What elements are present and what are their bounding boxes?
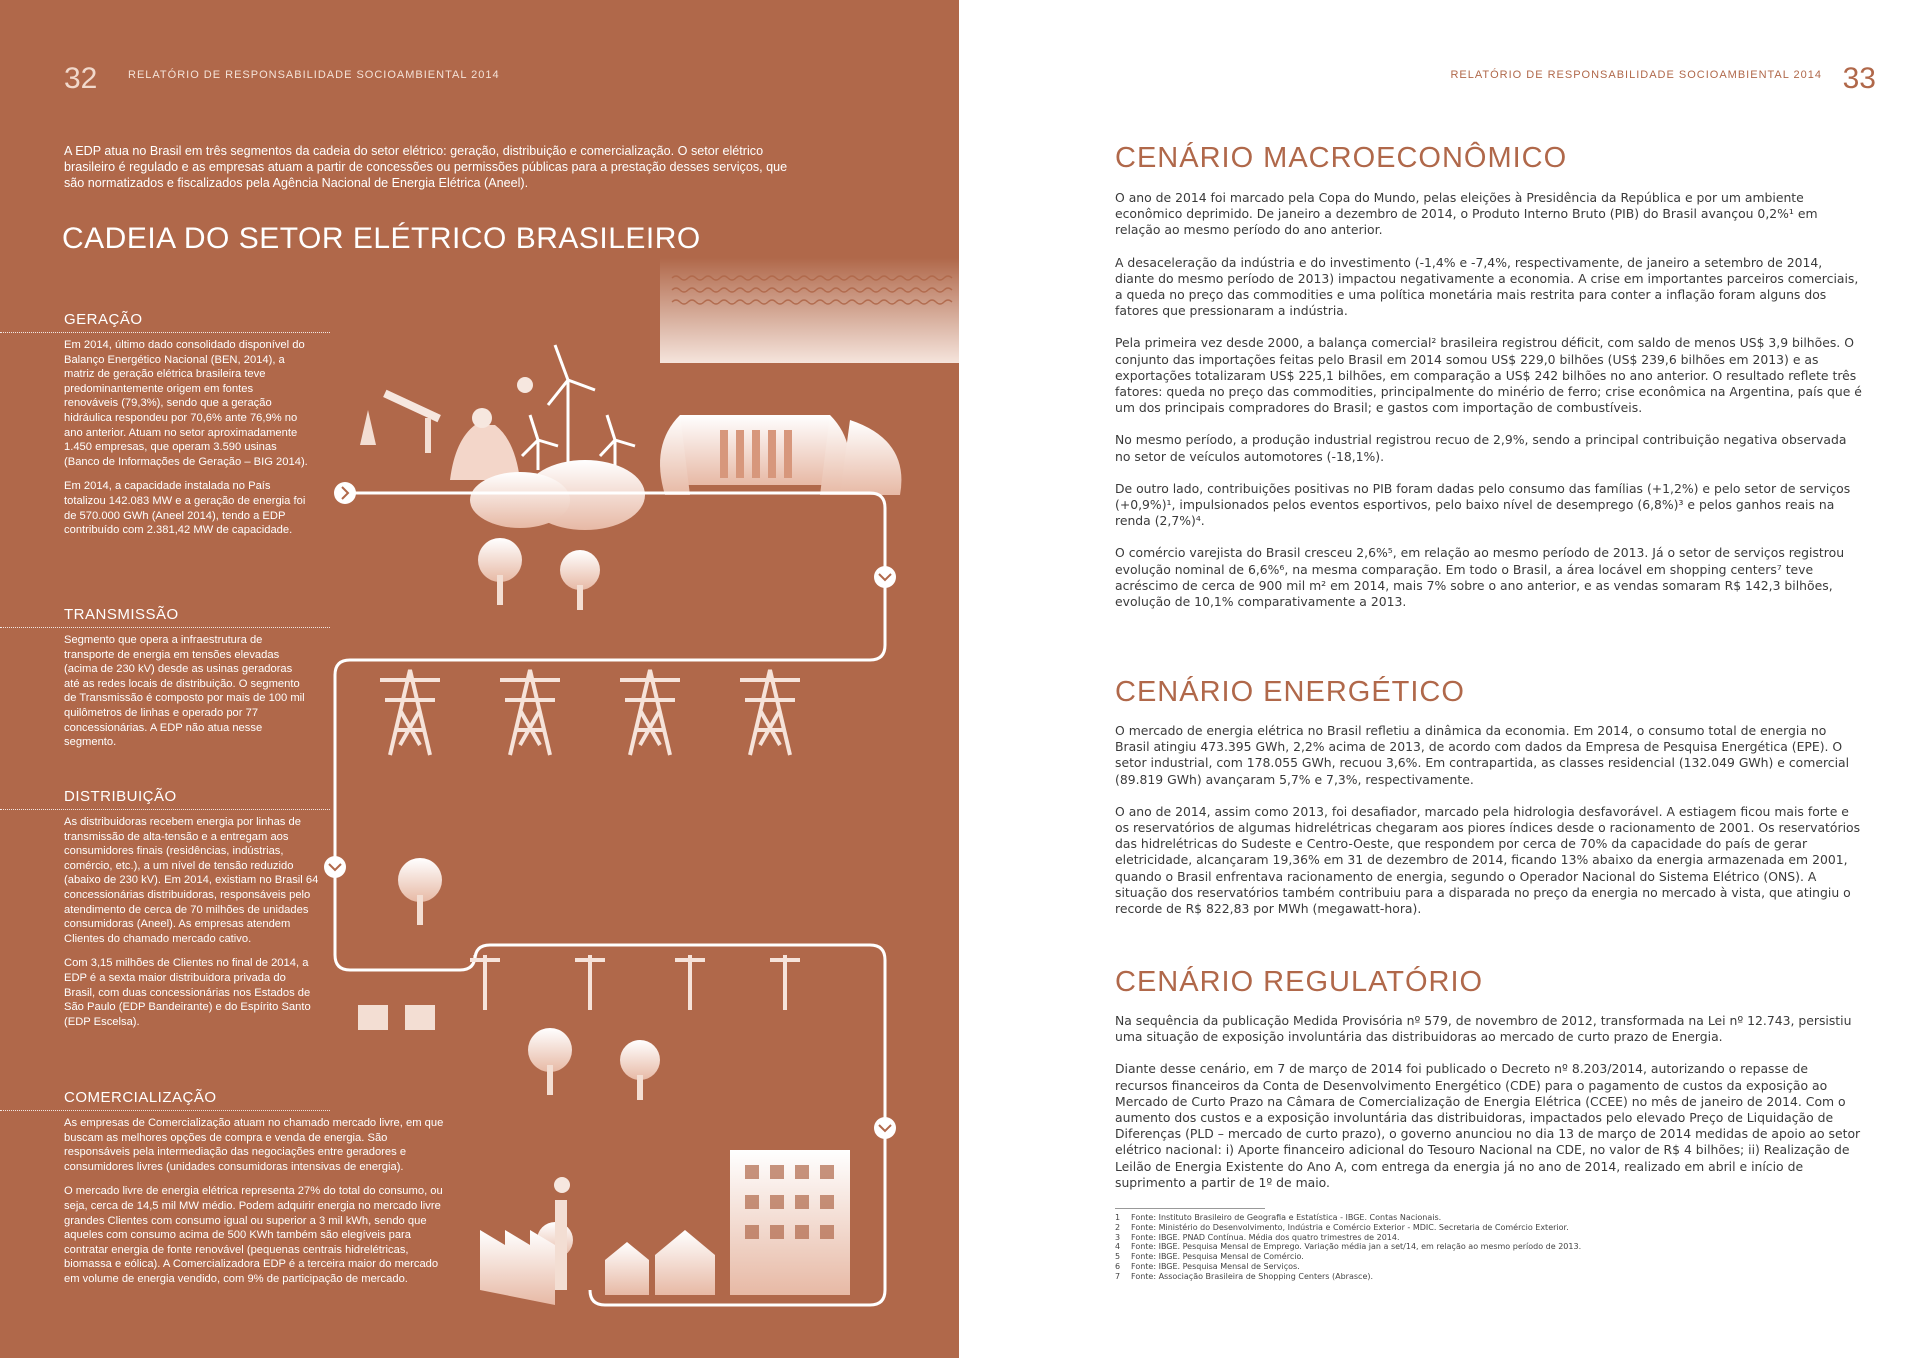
energia-p1: O mercado de energia elétrica no Brasil refletiu a dinâmica da economia. Em 2014, o consumo total de energia no Brasil atingiu 473.395 GWh, 2,2% acima de 2013, de acordo com dados da Empresa de Pesquisa Energética (EPE). O setor industrial, com 178.055 GWh, recuou 3,6%. Em contrapartida, as classes residencial (132.049 GWh) e comercial (89.819 GWh) avançaram 5,7% e 7,3%, respectivamente. <box>1115 723 1850 787</box>
macro-text <box>1115 190 1863 626</box>
footnote: 1 Fonte: Instituto Brasileiro de Geografia e Estatística - IBGE. Contas Nacionais. <box>1115 1213 1442 1222</box>
footnote: 2 Fonte: Ministério do Desenvolvimento, Indústria e Comércio Exterior - MDIC. Secretaria de Comércio Exterior. <box>1115 1222 1569 1232</box>
macro-p1: O ano de 2014 foi marcado pela Copa do Mundo, pelas eleições à Presidência da República e por um ambiente econômico deprimido. De janeiro a dezembro de 2014, o Produto Interno Bruto (PIB) do Brasil avançou 0,2%¹ em relação ao mesmo período do ano anterior. <box>1115 190 1818 238</box>
section-distribuicao-text <box>64 815 319 1039</box>
intro-text: A EDP atua no Brasil em três segmentos da cadeia do setor elétrico: geração, distribuição e comercialização. O setor elétrico brasileiro é regulado e as empresas atuam a partir de concessões ou permissões públicas para a prestação desses serviços, que são normatizados e fiscalizados pela Agência Nacional de Energia Elétrica (Aneel). <box>64 144 788 190</box>
footnotes <box>1115 1213 1863 1282</box>
footnote: 5 Fonte: IBGE. Pesquisa Mensal de Comércio. <box>1115 1252 1304 1262</box>
regulatorio-heading: CENÁRIO REGULATÓRIO <box>1115 966 1484 998</box>
section-comercializacao-text <box>64 1116 454 1297</box>
geracao-p1: Em 2014, último dado consolidado disponível do Balanço Energético Nacional (BEN, 2014), a matriz de geração elétrica brasileira teve predominantemente origem em fontes renováveis (79,3%), sendo que a geração hidráulica respondeu por 70,6% ante 76,9% no ano anterior. Atuam no setor aproximadamente 1.450 empresas, que operam 3.590 usinas (Banco de Informações de Geração – BIG 2014). <box>64 339 308 468</box>
left-page <box>0 0 959 1358</box>
dam-reservoir <box>660 258 959 495</box>
macro-heading: CENÁRIO MACROECONÔMICO <box>1115 142 1568 174</box>
footnote: 4 Fonte: IBGE. Pesquisa Mensal de Emprego. Variação média jan a set/14, em relação ao mesmo período de 2013. <box>1115 1242 1582 1252</box>
distribution-poles <box>470 955 800 1010</box>
transmission-towers <box>380 670 800 755</box>
regulatorio-text <box>1115 1013 1863 1207</box>
section-transmissao-heading: TRANSMISSÃO <box>64 606 179 623</box>
macro-p3: Pela primeira vez desde 2000, a balança comercial² brasileira registrou déficit, com saldo de menos US$ 3,9 bilhões. O conjunto das importações feitas pelo Brasil em 2014 somou US$ 229,0 bilhões (US$ 239,6 bilhões em 2013) e as exportações totalizaram US$ 225,1 bilhões, em comparação a US$ 242 bilhões no ano anterior. O resultado reflete três fatores: queda no preço das commodities, principalmente do minério de ferro; crise econômica na Argentina, país que é um dos principais compradores do Brasil; e gastos com importação de combustíveis. <box>1115 335 1862 416</box>
regulatorio-p1: Na sequência da publicação Medida Provisória nº 579, de novembro de 2012, transformada na Lei nº 12.743, persistiu uma situação de exposição involuntária das distribuidoras ao mercado de curto prazo de Energia. <box>1115 1013 1852 1045</box>
distribuicao-p1: As distribuidoras recebem energia por linhas de transmissão de alta-tensão e a entregam aos consumidores finais (residências, indústrias, comércio, etc.), a um nível de tensão reduzido (abaixo de 230 kV). Em 2014, existiam no Brasil 64 concessionárias distribuidoras, responsáveis pelo atendimento de cerca de 70 milhões de unidades consumidoras (Aneel). As empresas atendem Clientes do chamado mercado cativo. <box>64 816 319 945</box>
comercializacao-p2: O mercado livre de energia elétrica representa 27% do total do consumo, ou seja, cerca de 14,5 mil MW médio. Podem adquirir energia no mercado livre grandes Clientes com consumo igual ou superior a 3 mil kWh, sendo que aqueles com consumo acima de 500 KWh também são elegíveis para contratar energia de fonte renovável (pequenas centrais hidrelétricas, biomassa e eólica). A Comercializadora EDP é a terceira maior do mercado em volume de energia vendido, com 9% de participação de mercado. <box>64 1185 443 1285</box>
right-page <box>959 0 1920 1358</box>
energia-p2: O ano de 2014, assim como 2013, foi desafiador, marcado pela hidrologia desfavorável. A estiagem ficou mais forte e os reservatórios de algumas hidrelétricas chegaram aos piores índices desde o racionamento de 2001. Os reservatórios das hidrelétricas do Sudeste e Centro-Oeste, que respondem por cerca de 70% da capacidade do país de gerar eletricidade, alcançaram 19,36% em 31 de dezembro de 2014, ficando 13% abaixo da energia armazenada em 2001, quando o Brasil enfrentava racionamento de energia, segundo o Operador Nacional do Sistema Elétrico (ONS). A situação dos reservatórios também contribuiu para a disparada no preço da energia no mercado à vista, que atingiu o recorde de R$ 822,83 por MWh (megawatt-hora). <box>1115 803 1861 917</box>
macro-p4: No mesmo período, a produção industrial registrou recuo de 2,9%, sendo a principal contribuição negativa observada no setor de veículos automotores (-18,1%). <box>1115 432 1847 464</box>
running-title: RELATÓRIO DE RESPONSABILIDADE SOCIOAMBIENTAL 2014 <box>1450 69 1822 81</box>
chain-title: CADEIA DO SETOR ELÉTRICO BRASILEIRO <box>62 222 701 255</box>
footnote: 3 Fonte: IBGE. PNAD Contínua. Média dos quatro trimestres de 2014. <box>1115 1232 1400 1242</box>
macro-p2: A desaceleração da indústria e do investimento (-1,4% e -7,4%, respectivamente, de janeiro a setembro de 2014, diante do mesmo período de 2013) impactou negativamente a economia. A crise em importantes parceiros comerciais, a queda no preço das commodities e uma política monetária mais restrita para conter a inflação foram alguns dos fatores que pressionaram a indústria. <box>1115 254 1859 319</box>
section-transmissao-text <box>64 633 309 760</box>
energia-heading: CENÁRIO ENERGÉTICO <box>1115 676 1465 708</box>
footnote: 7 Fonte: Associação Brasileira de Shopping Centers (Abrasce). <box>1115 1271 1374 1281</box>
comercializacao-p1: As empresas de Comercialização atuam no chamado mercado livre, em que buscam as melhores opções de compra e venda de energia. São responsáveis pela intermediação das negociações entre geradores e consumidores livres (unidades consumidoras intensivas de energia). <box>64 1117 444 1173</box>
geracao-p2: Em 2014, a capacidade instalada no País totalizou 142.083 MW e a geração de energia foi de 570.000 GWh (Aneel 2014), tendo a EDP contribuído com 2.381,42 MW de capacidade. <box>64 480 306 537</box>
consumers-buildings <box>480 1150 850 1305</box>
macro-p6: O comércio varejista do Brasil cresceu 2,6%⁵, em relação ao mesmo período de 2013. Já o setor de serviços registrou evolução nominal de 6,6%⁶, na mesma comparação. Em todo o Brasil, a área locável em shopping centers⁷ teve acréscimo de cerca de 900 mil m² em 2014, mais 7% sobre o ano anterior, e as vendas somaram R$ 142,3 bilhões, evolução de 10,1% comparativamente a 2013. <box>1115 545 1845 610</box>
footnote: 6 Fonte: IBGE. Pesquisa Mensal de Serviços. <box>1115 1261 1300 1271</box>
footnote-rule <box>1115 1208 1265 1209</box>
running-title: RELATÓRIO DE RESPONSABILIDADE SOCIOAMBIENTAL 2014 <box>128 69 500 81</box>
regulatorio-p2: Diante desse cenário, em 7 de março de 2014 foi publicado o Decreto nº 8.203/2014, autorizando o repasse de recursos financeiros da Conta de Desenvolvimento Energético (CDE) para o pagamento de custos da exposição ao Mercado de Curto Prazo na Câmara de Comercialização de Energia Elétrica (CCEE) no mês de janeiro de 2014. Com o aumento dos custos e a exposição involuntária das distribuidoras, impactados pelo elevado Preço de Liquidação de Diferenças (PLD – mercado de curto prazo), o governo anunciou no dia 13 de março de 2014 medidas de apoio ao setor elétrico nacional: i) Aporte financeiro adicional do Tesouro Nacional na CDE, no valor de R$ 4 bilhões; ii) Realização de Leilão de Energia Existente do Ano A, com entrega da energia já no ano de 2014, realizado em abril e início de suprimento a partir de 1º de maio. <box>1115 1061 1861 1190</box>
section-geracao-heading: GERAÇÃO <box>64 311 143 328</box>
transformer-boxes <box>358 1005 435 1030</box>
energia-text <box>1115 723 1863 933</box>
macro-p5: De outro lado, contribuições positivas no PIB foram dadas pelo consumo das famílias (+1,2%) e pelo setor de serviços (+0,9%)¹, impulsionados pelos eventos esportivos, pelo baixo nível de desemprego (6,8%)³ e pelos ganhos reais na renda (2,7%)⁴. <box>1115 480 1851 529</box>
section-comercializacao-heading: COMERCIALIZAÇÃO <box>64 1089 217 1106</box>
section-distribuicao-heading: DISTRIBUIÇÃO <box>64 788 177 805</box>
divider <box>0 332 330 333</box>
generation-icons <box>360 345 645 530</box>
section-geracao-text <box>64 338 309 548</box>
transmissao-p1: Segmento que opera a infraestrutura de transporte de energia em tensões elevadas (acima de 230 kV) desde as usinas geradoras até as redes locais de distribuição. O segmento de Transmissão é composto por mais de 100 mil quilômetros de linhas e operado por 77 concessionárias. A EDP não atua nesse segmento. <box>64 634 305 749</box>
divider <box>0 1110 330 1111</box>
divider <box>0 627 330 628</box>
divider <box>0 809 330 810</box>
chevron-down-icon <box>324 566 896 1139</box>
distribuicao-p2: Com 3,15 milhões de Clientes no final de 2014, a EDP é a sexta maior distribuidora privada do Brasil, com duas concessionárias nos Estados de São Paulo (EDP Bandeirante) e do Espírito Santo (EDP Escelsa). <box>64 957 311 1028</box>
page-number: 32 <box>64 62 98 95</box>
page-number: 33 <box>1842 62 1876 95</box>
arrow-right-icon <box>334 482 356 504</box>
